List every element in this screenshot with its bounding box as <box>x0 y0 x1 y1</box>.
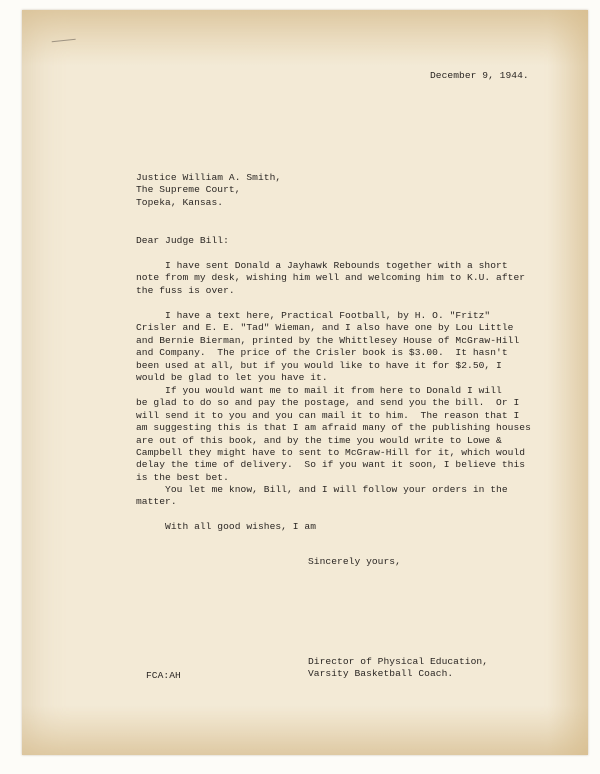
paragraph-3: If you would want me to mail it from here to Donald I will be glad to do so and pay the postage, and send you the bill. Or I will send it to you and you can mail it to him. The reason that I am suggesting this is that I am afraid many of the publishing houses are out of this book, and by the time you would write to Lowe & Campbell they might have to sent to McGraw-Hill for it, which would delay the time of delivery. So if you want it soon, I believe this is the best bet. <box>136 385 531 483</box>
recipient-line-3: Topeka, Kansas. <box>136 196 224 208</box>
reference-initials: FCA:AH <box>146 670 181 681</box>
signature-title-line-1: Director of Physical Education, <box>308 656 489 667</box>
recipient-line-1: Justice William A. Smith, <box>136 172 282 183</box>
paragraph-1: I have sent Donald a Jayhawk Rebounds together with a short note from my desk, wishing him well and welcoming him to K.U. after the fuss is over. <box>136 260 526 296</box>
paper-stain-top <box>22 10 588 66</box>
recipient-line-2: The Supreme Court, <box>136 184 241 196</box>
signature-title <box>308 656 488 681</box>
salutation: Dear Judge Bill: <box>136 235 229 246</box>
letter-date: December 9, 1944. <box>430 70 529 81</box>
paragraph-2: I have a text here, Practical Football, by H. O. "Fritz" Crisler and E. E. "Tad" Wieman, and I also have one by Lou Little and Bernie Bierman, printed by the Whittlesey House of McGraw-Hill and Company. The price of the Crisler book is $3.00. It hasn't been used at all, but if you would like to have it for $2.50, I would be glad to let you have it. <box>136 310 520 384</box>
signature-title-line-2: Varsity Basketball Coach. <box>308 668 454 680</box>
paragraph-4: You let me know, Bill, and I will follow your orders in the matter. <box>136 484 508 508</box>
paragraph-5: With all good wishes, I am <box>136 521 317 532</box>
paper-stain-right <box>548 10 588 755</box>
complimentary-close: Sincerely yours, <box>308 556 401 567</box>
recipient-address <box>136 172 281 209</box>
paper-stain-bottom <box>22 705 588 755</box>
